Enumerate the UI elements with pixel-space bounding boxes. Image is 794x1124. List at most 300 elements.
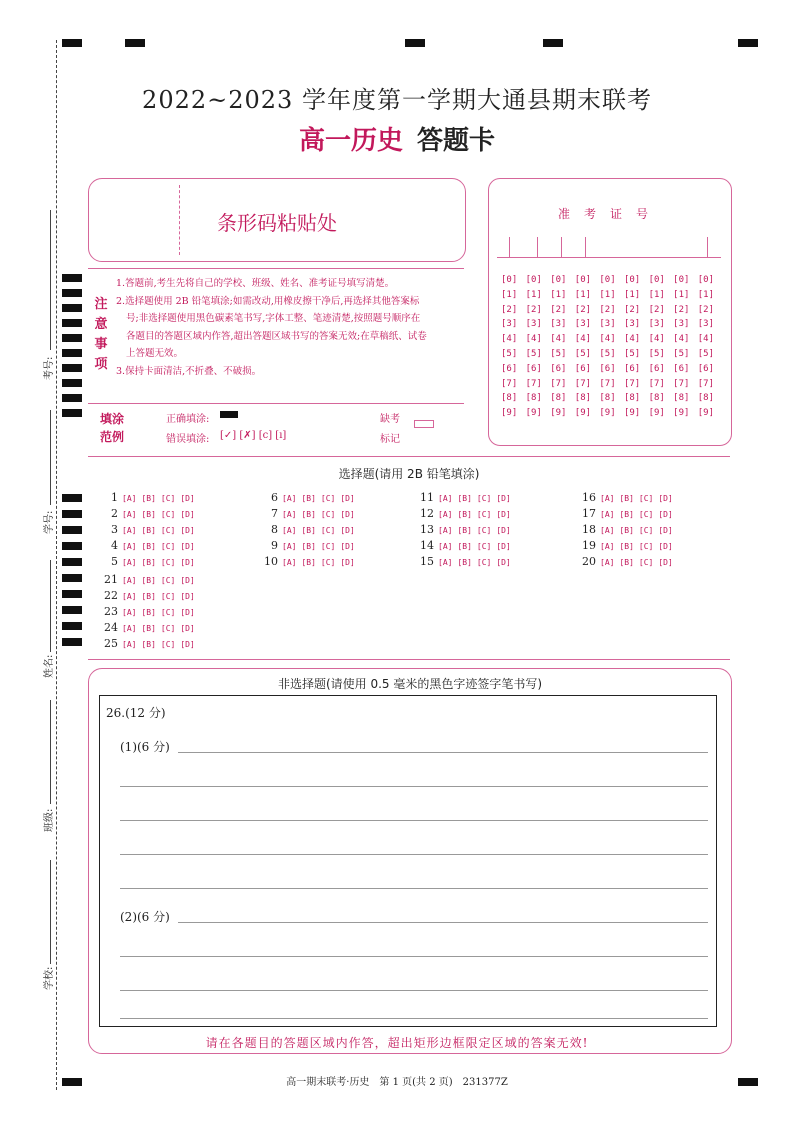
- option-bubble[interactable]: [C]: [638, 494, 654, 503]
- option-bubble[interactable]: [A]: [122, 510, 137, 519]
- option-bubble[interactable]: [B]: [141, 592, 156, 601]
- timing-mark: [62, 494, 82, 502]
- student-no-line: [50, 410, 51, 505]
- digit-bubble[interactable]: [2]: [550, 304, 567, 315]
- digit-bubble[interactable]: [6]: [574, 363, 592, 374]
- option-bubble[interactable]: [D]: [180, 576, 195, 585]
- option-bubble[interactable]: [C]: [160, 608, 176, 617]
- option-bubble[interactable]: [A]: [438, 542, 453, 551]
- option-bubble[interactable]: [C]: [476, 542, 492, 551]
- digit-row: [501, 379, 723, 394]
- choice-question-row: [256, 491, 360, 504]
- option-bubble[interactable]: [A]: [282, 558, 297, 567]
- option-bubble[interactable]: [D]: [496, 542, 511, 551]
- option-bubble[interactable]: [B]: [457, 558, 472, 567]
- digit-bubble[interactable]: [6]: [525, 363, 542, 374]
- option-bubble[interactable]: [C]: [638, 558, 654, 567]
- page-info: 高一期末联考·历史 第 1 页(共 2 页) 231377Z: [286, 1077, 508, 1088]
- exam-title: 2022~2023 学年度第一学期大通县期末联考: [142, 86, 652, 114]
- option-bubble[interactable]: [D]: [340, 526, 355, 535]
- choice-question-row: [412, 555, 516, 568]
- option-bubble[interactable]: [A]: [122, 558, 137, 567]
- digit-row: [501, 393, 723, 408]
- option-bubble[interactable]: [D]: [496, 558, 511, 567]
- digit-row: [501, 319, 723, 334]
- digit-bubble[interactable]: [4]: [501, 334, 518, 345]
- question-number: 25: [104, 637, 118, 650]
- question-number: 8: [271, 523, 278, 536]
- fill-label-2: 范例: [100, 430, 125, 444]
- question-number: 12: [420, 507, 434, 520]
- option-bubble[interactable]: [B]: [141, 510, 156, 519]
- digit-bubble[interactable]: [9]: [599, 408, 616, 419]
- digit-bubble[interactable]: [8]: [623, 393, 641, 404]
- digit-bubble[interactable]: [3]: [648, 319, 665, 330]
- answer-line[interactable]: [120, 820, 708, 821]
- digit-bubble[interactable]: [1]: [623, 289, 641, 300]
- digit-bubble[interactable]: [5]: [574, 348, 592, 359]
- class-label: 班级:: [44, 808, 55, 832]
- option-bubble[interactable]: [A]: [282, 542, 297, 551]
- digit-bubble[interactable]: [4]: [525, 334, 542, 345]
- digit-bubble[interactable]: [2]: [501, 304, 518, 315]
- option-bubble[interactable]: [C]: [160, 592, 176, 601]
- digit-bubble[interactable]: [1]: [550, 289, 567, 300]
- timing-mark: [738, 39, 758, 47]
- digit-bubble[interactable]: [7]: [550, 378, 567, 389]
- subject-name: 高一历史: [298, 126, 403, 156]
- answer-line[interactable]: [120, 1018, 708, 1019]
- option-bubble[interactable]: [A]: [282, 510, 297, 519]
- option-bubble[interactable]: [B]: [301, 542, 316, 551]
- question-number: 20: [582, 555, 596, 568]
- option-bubble[interactable]: [D]: [496, 526, 511, 535]
- digit-bubble[interactable]: [5]: [673, 348, 690, 359]
- absent-box[interactable]: [414, 420, 434, 428]
- choice-question-row: [256, 507, 360, 520]
- absent-label-2: 标记: [380, 434, 400, 445]
- timing-mark: [62, 622, 82, 630]
- digit-bubble[interactable]: [9]: [697, 408, 715, 419]
- question-number: 6: [271, 491, 278, 504]
- option-bubble[interactable]: [B]: [141, 608, 156, 617]
- option-bubble[interactable]: [A]: [122, 526, 137, 535]
- option-bubble[interactable]: [D]: [180, 542, 195, 551]
- id-cell-divider: [707, 237, 708, 257]
- option-bubble[interactable]: [C]: [638, 510, 654, 519]
- digit-bubble[interactable]: [0]: [501, 275, 518, 285]
- option-bubble[interactable]: [C]: [160, 640, 176, 649]
- digit-bubble[interactable]: [8]: [501, 393, 518, 404]
- answer-line[interactable]: [120, 854, 708, 855]
- digit-row: [501, 349, 723, 364]
- fill-example: [88, 406, 464, 446]
- option-bubble[interactable]: [B]: [619, 526, 634, 535]
- school-label: 学校:: [44, 966, 55, 990]
- option-bubble[interactable]: [B]: [141, 640, 156, 649]
- option-bubble[interactable]: [D]: [180, 510, 195, 519]
- digit-bubble[interactable]: [7]: [574, 378, 592, 389]
- timing-mark: [62, 364, 82, 372]
- timing-mark: [62, 349, 82, 357]
- digit-bubble[interactable]: [6]: [501, 363, 518, 374]
- option-bubble[interactable]: [B]: [301, 494, 316, 503]
- digit-bubble[interactable]: [3]: [550, 319, 567, 330]
- digit-bubble[interactable]: [1]: [599, 289, 616, 300]
- answer-box[interactable]: [99, 695, 717, 1027]
- option-bubble[interactable]: [B]: [301, 510, 316, 519]
- digit-bubble[interactable]: [1]: [648, 289, 665, 300]
- option-bubble[interactable]: [D]: [658, 510, 673, 519]
- question-number: 22: [104, 589, 118, 602]
- digit-bubble[interactable]: [2]: [673, 304, 690, 315]
- digit-bubble[interactable]: [8]: [550, 393, 567, 404]
- digit-bubble[interactable]: [4]: [599, 334, 616, 345]
- option-bubble[interactable]: [A]: [600, 526, 615, 535]
- digit-bubble[interactable]: [5]: [550, 348, 567, 359]
- option-bubble[interactable]: [A]: [438, 526, 453, 535]
- question-number: 1: [111, 491, 118, 504]
- choice-question-row: [574, 523, 678, 536]
- option-bubble[interactable]: [C]: [320, 558, 336, 567]
- option-bubble[interactable]: [C]: [320, 542, 336, 551]
- option-bubble[interactable]: [D]: [180, 558, 195, 567]
- option-bubble[interactable]: [A]: [438, 494, 453, 503]
- timing-mark: [62, 289, 82, 297]
- digit-bubble[interactable]: [2]: [623, 304, 641, 315]
- option-bubble[interactable]: [B]: [619, 542, 634, 551]
- choice-section: [88, 456, 730, 660]
- digit-row: [501, 275, 723, 290]
- option-bubble[interactable]: [A]: [282, 526, 297, 535]
- option-bubble[interactable]: [D]: [180, 592, 195, 601]
- digit-bubble[interactable]: [4]: [648, 334, 665, 345]
- digit-bubble[interactable]: [3]: [623, 319, 641, 330]
- digit-bubble[interactable]: [6]: [599, 363, 616, 374]
- notes-side-label: 注 意 事 项: [94, 297, 108, 372]
- option-bubble[interactable]: [C]: [638, 542, 654, 551]
- digit-bubble[interactable]: [9]: [673, 408, 690, 419]
- digit-bubble[interactable]: [8]: [525, 393, 542, 404]
- option-bubble[interactable]: [C]: [320, 494, 336, 503]
- digit-bubble[interactable]: [7]: [501, 378, 518, 389]
- exam-id-box: [488, 178, 732, 446]
- digit-bubble[interactable]: [9]: [501, 408, 518, 419]
- correct-fill-mark: [220, 411, 238, 418]
- option-bubble[interactable]: [B]: [141, 494, 156, 503]
- question-number: 11: [420, 491, 434, 504]
- option-bubble[interactable]: [D]: [340, 510, 355, 519]
- digit-bubble[interactable]: [7]: [697, 378, 715, 389]
- answer-line[interactable]: [178, 752, 708, 753]
- answer-line[interactable]: [120, 888, 708, 889]
- q26-label: 26.(12 分): [106, 706, 166, 720]
- digit-bubble[interactable]: [8]: [648, 393, 665, 404]
- digit-bubble[interactable]: [1]: [697, 289, 715, 300]
- digit-bubble[interactable]: [5]: [525, 348, 542, 359]
- question-number: 4: [111, 539, 118, 552]
- digit-bubble[interactable]: [1]: [673, 289, 690, 300]
- exam-id-digit-grid: [501, 275, 723, 423]
- option-bubble[interactable]: [D]: [180, 640, 195, 649]
- digit-row: [501, 290, 723, 305]
- option-bubble[interactable]: [D]: [658, 542, 673, 551]
- option-bubble[interactable]: [C]: [160, 576, 176, 585]
- notes-text: 1.答题前,考生先将自己的学校、班级、姓名、准考证号填写清楚。 2.选择题使用 2B 铅笔填涂;如需改动,用橡皮擦干净后,再选择其他答案标 号;非选择题使用黑色碳素笔书写,字体工整、笔迹清楚,按照题号顺序在 各题目的答题区域内作答,超出答题区域书写的答案无效;在草稿纸、试卷 上答题无效。 3.保持卡面清洁,不折叠、不破损。: [116, 278, 427, 377]
- choice-question-row: [96, 507, 200, 520]
- option-bubble[interactable]: [D]: [496, 510, 511, 519]
- choice-question-row: [96, 573, 200, 586]
- digit-bubble[interactable]: [7]: [648, 378, 665, 389]
- digit-bubble[interactable]: [5]: [648, 348, 665, 359]
- option-bubble[interactable]: [B]: [619, 494, 634, 503]
- digit-bubble[interactable]: [0]: [673, 275, 690, 285]
- option-bubble[interactable]: [C]: [638, 526, 654, 535]
- absent-label-1: 缺考: [380, 414, 400, 425]
- option-bubble[interactable]: [C]: [320, 526, 336, 535]
- digit-bubble[interactable]: [1]: [525, 289, 542, 300]
- timing-mark: [62, 409, 82, 417]
- option-bubble[interactable]: [A]: [438, 510, 453, 519]
- choice-question-row: [574, 539, 678, 552]
- option-bubble[interactable]: [A]: [282, 494, 297, 503]
- answer-line[interactable]: [120, 990, 708, 991]
- digit-bubble[interactable]: [0]: [599, 275, 616, 285]
- digit-bubble[interactable]: [9]: [574, 408, 592, 419]
- option-bubble[interactable]: [C]: [160, 494, 176, 503]
- digit-bubble[interactable]: [5]: [623, 348, 641, 359]
- digit-bubble[interactable]: [2]: [574, 304, 592, 315]
- option-bubble[interactable]: [B]: [301, 526, 316, 535]
- digit-bubble[interactable]: [9]: [623, 408, 641, 419]
- digit-bubble[interactable]: [6]: [550, 363, 567, 374]
- digit-bubble[interactable]: [2]: [599, 304, 616, 315]
- digit-bubble[interactable]: [8]: [574, 393, 592, 404]
- option-bubble[interactable]: [C]: [160, 558, 176, 567]
- option-bubble[interactable]: [B]: [457, 494, 472, 503]
- option-bubble[interactable]: [D]: [658, 526, 673, 535]
- choice-question-row: [256, 523, 360, 536]
- option-bubble[interactable]: [C]: [160, 542, 176, 551]
- answer-line[interactable]: [178, 922, 708, 923]
- option-bubble[interactable]: [D]: [180, 526, 195, 535]
- digit-bubble[interactable]: [6]: [673, 363, 690, 374]
- digit-bubble[interactable]: [5]: [697, 348, 715, 359]
- timing-mark: [62, 510, 82, 518]
- option-bubble[interactable]: [D]: [658, 558, 673, 567]
- choice-question-row: [412, 523, 516, 536]
- digit-bubble[interactable]: [8]: [697, 393, 715, 404]
- digit-bubble[interactable]: [9]: [550, 408, 567, 419]
- option-bubble[interactable]: [A]: [122, 640, 137, 649]
- digit-bubble[interactable]: [4]: [574, 334, 592, 345]
- answer-line[interactable]: [120, 956, 708, 957]
- digit-bubble[interactable]: [0]: [623, 275, 641, 285]
- digit-bubble[interactable]: [7]: [623, 378, 641, 389]
- exam-no-label: 考号:: [44, 356, 55, 380]
- digit-bubble[interactable]: [3]: [574, 319, 592, 330]
- digit-bubble[interactable]: [0]: [648, 275, 665, 285]
- digit-bubble[interactable]: [0]: [525, 275, 542, 285]
- option-bubble[interactable]: [B]: [141, 576, 156, 585]
- digit-bubble[interactable]: [9]: [648, 408, 665, 419]
- digit-bubble[interactable]: [1]: [501, 289, 518, 300]
- option-bubble[interactable]: [B]: [141, 558, 156, 567]
- timing-mark: [62, 526, 82, 534]
- timing-mark: [62, 542, 82, 550]
- choice-question-row: [574, 491, 678, 504]
- option-bubble[interactable]: [A]: [600, 542, 615, 551]
- option-bubble[interactable]: [C]: [160, 624, 176, 633]
- digit-bubble[interactable]: [3]: [673, 319, 690, 330]
- option-bubble[interactable]: [A]: [122, 608, 137, 617]
- digit-bubble[interactable]: [3]: [525, 319, 542, 330]
- choice-question-row: [96, 555, 200, 568]
- timing-mark: [62, 558, 82, 566]
- choice-question-row: [96, 539, 200, 552]
- digit-bubble[interactable]: [0]: [697, 275, 715, 285]
- question-number: 24: [104, 621, 118, 634]
- option-bubble[interactable]: [D]: [180, 608, 195, 617]
- digit-bubble[interactable]: [3]: [697, 319, 715, 330]
- option-bubble[interactable]: [A]: [122, 592, 137, 601]
- card-name: 答题卡: [417, 126, 496, 156]
- question-number: 16: [582, 491, 596, 504]
- option-bubble[interactable]: [C]: [320, 510, 336, 519]
- question-number: 18: [582, 523, 596, 536]
- digit-bubble[interactable]: [4]: [697, 334, 715, 345]
- choice-heading: 选择题(请用 2B 铅笔填涂): [338, 467, 480, 481]
- option-bubble[interactable]: [D]: [180, 494, 195, 503]
- digit-bubble[interactable]: [6]: [623, 363, 641, 374]
- option-bubble[interactable]: [A]: [600, 558, 615, 567]
- option-bubble[interactable]: [B]: [619, 510, 634, 519]
- option-bubble[interactable]: [A]: [600, 510, 615, 519]
- choice-question-row: [96, 491, 200, 504]
- digit-bubble[interactable]: [3]: [501, 319, 518, 330]
- option-bubble[interactable]: [B]: [301, 558, 316, 567]
- option-bubble[interactable]: [C]: [476, 494, 492, 503]
- timing-mark: [62, 319, 82, 327]
- question-number: 14: [420, 539, 434, 552]
- option-bubble[interactable]: [A]: [122, 542, 137, 551]
- digit-bubble[interactable]: [8]: [673, 393, 690, 404]
- digit-bubble[interactable]: [2]: [525, 304, 542, 315]
- digit-bubble[interactable]: [6]: [648, 363, 665, 374]
- exam-id-cells: [497, 237, 721, 258]
- answer-line[interactable]: [120, 786, 708, 787]
- option-bubble[interactable]: [C]: [476, 510, 492, 519]
- id-cell-divider: [537, 237, 538, 257]
- option-bubble[interactable]: [A]: [122, 624, 137, 633]
- timing-mark: [62, 606, 82, 614]
- digit-bubble[interactable]: [4]: [550, 334, 567, 345]
- option-bubble[interactable]: [A]: [438, 558, 453, 567]
- option-bubble[interactable]: [B]: [619, 558, 634, 567]
- option-bubble[interactable]: [C]: [160, 526, 176, 535]
- exam-id-header: 准考证号: [557, 207, 662, 221]
- option-bubble[interactable]: [B]: [457, 526, 472, 535]
- question-number: 5: [111, 555, 118, 568]
- option-bubble[interactable]: [B]: [141, 542, 156, 551]
- option-bubble[interactable]: [D]: [340, 494, 355, 503]
- choice-question-row: [412, 539, 516, 552]
- option-bubble[interactable]: [B]: [141, 624, 156, 633]
- option-bubble[interactable]: [D]: [658, 494, 673, 503]
- digit-bubble[interactable]: [8]: [599, 393, 616, 404]
- choice-question-row: [574, 507, 678, 520]
- question-number: 23: [104, 605, 118, 618]
- timing-mark: [62, 39, 82, 47]
- digit-bubble[interactable]: [9]: [525, 408, 542, 419]
- option-bubble[interactable]: [C]: [160, 510, 176, 519]
- digit-bubble[interactable]: [0]: [574, 275, 592, 285]
- fill-label-1: 填涂: [100, 412, 125, 426]
- digit-bubble[interactable]: [7]: [599, 378, 616, 389]
- digit-bubble[interactable]: [2]: [697, 304, 715, 315]
- digit-bubble[interactable]: [2]: [648, 304, 665, 315]
- option-bubble[interactable]: [D]: [180, 624, 195, 633]
- nonchoice-section: [88, 668, 732, 1054]
- timing-mark: [62, 394, 82, 402]
- option-bubble[interactable]: [B]: [457, 510, 472, 519]
- id-cell-divider: [509, 237, 510, 257]
- digit-bubble[interactable]: [7]: [525, 378, 542, 389]
- digit-bubble[interactable]: [5]: [599, 348, 616, 359]
- option-bubble[interactable]: [A]: [122, 576, 137, 585]
- student-no-label: 学号:: [44, 510, 55, 534]
- option-bubble[interactable]: [B]: [141, 526, 156, 535]
- option-bubble[interactable]: [C]: [476, 558, 492, 567]
- choice-question-row: [256, 555, 360, 568]
- digit-bubble[interactable]: [5]: [501, 348, 518, 359]
- nonchoice-heading: 非选择题(请使用 0.5 毫米的黑色字迹签字笔书写): [277, 677, 543, 691]
- wrong-fill-label: 错误填涂:: [166, 434, 210, 445]
- digit-bubble[interactable]: [6]: [697, 363, 715, 374]
- notes-section: [88, 268, 464, 404]
- choice-question-row: [256, 539, 360, 552]
- correct-fill-label: 正确填涂:: [166, 414, 210, 425]
- class-line: [50, 700, 51, 804]
- timing-mark: [62, 379, 82, 387]
- choice-question-row: [96, 523, 200, 536]
- digit-bubble[interactable]: [0]: [550, 275, 567, 285]
- option-bubble[interactable]: [D]: [340, 542, 355, 551]
- question-number: 3: [111, 523, 118, 536]
- option-bubble[interactable]: [C]: [476, 526, 492, 535]
- option-bubble[interactable]: [D]: [496, 494, 511, 503]
- choice-question-row: [412, 507, 516, 520]
- barcode-label: 条形码粘贴处: [217, 211, 337, 235]
- id-cell-divider: [561, 237, 562, 257]
- option-bubble[interactable]: [D]: [340, 558, 355, 567]
- digit-bubble[interactable]: [3]: [599, 319, 616, 330]
- option-bubble[interactable]: [A]: [122, 494, 137, 503]
- timing-mark: [62, 574, 82, 582]
- option-bubble[interactable]: [B]: [457, 542, 472, 551]
- digit-bubble[interactable]: [7]: [673, 378, 690, 389]
- option-bubble[interactable]: [A]: [600, 494, 615, 503]
- digit-bubble[interactable]: [4]: [673, 334, 690, 345]
- question-number: 9: [271, 539, 278, 552]
- timing-mark: [405, 39, 425, 47]
- digit-bubble[interactable]: [1]: [574, 289, 592, 300]
- timing-mark: [62, 274, 82, 282]
- footer-warning: 请在各题目的答题区域内作答，超出矩形边框限定区域的答案无效!: [205, 1036, 589, 1050]
- digit-bubble[interactable]: [4]: [623, 334, 641, 345]
- digit-row: [501, 408, 723, 423]
- choice-question-row: [96, 605, 200, 618]
